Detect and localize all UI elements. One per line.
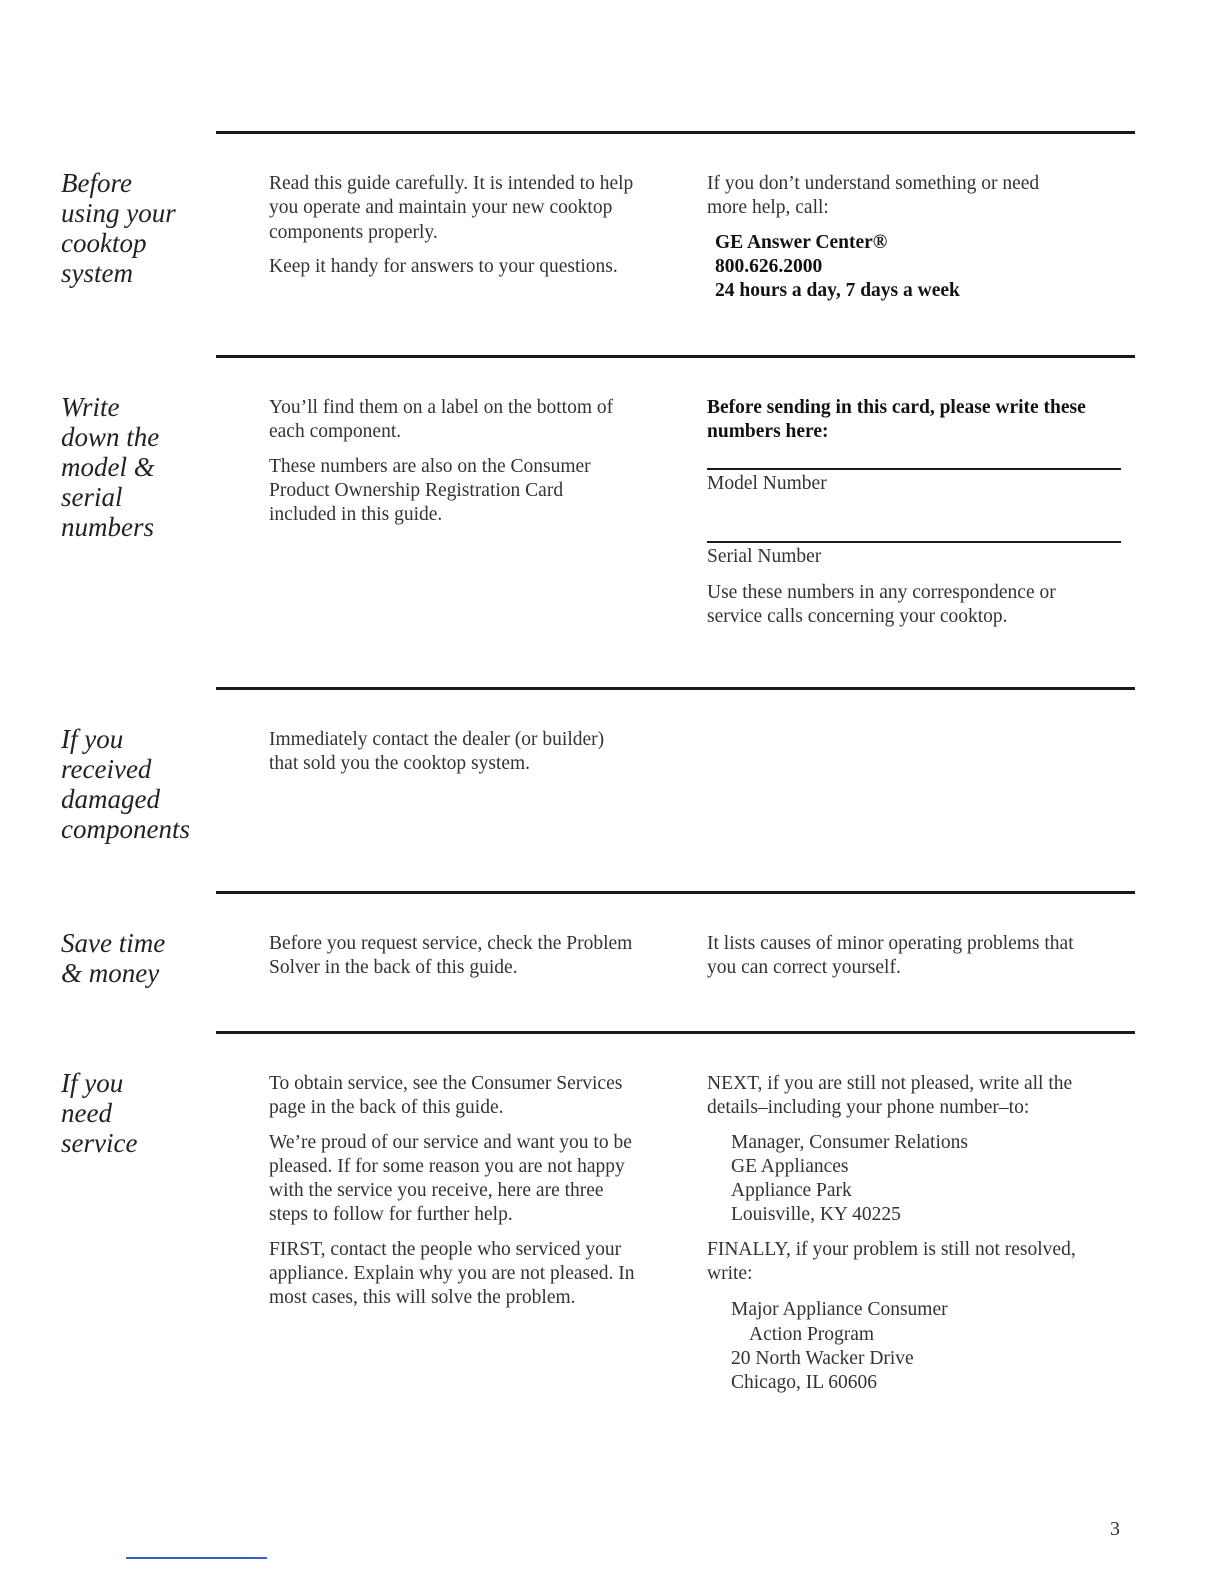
before-using-col1 — [269, 172, 689, 289]
heading-line: Write — [61, 392, 120, 422]
model-serial-col2 — [707, 396, 1127, 640]
obtain-service-paragraph — [269, 1072, 689, 1121]
registration-card-paragraph — [269, 455, 689, 528]
save-time-col1 — [269, 932, 689, 991]
section-divider — [216, 1031, 1135, 1034]
intro-paragraph — [269, 172, 689, 245]
text-line: with the service you receive, here are three — [269, 1180, 604, 1202]
heading-line: components — [61, 814, 190, 844]
address-line: Manager, Consumer Relations — [731, 1131, 968, 1153]
answer-center-name: GE Answer Center® — [715, 231, 888, 253]
answer-center-contact — [707, 231, 1127, 304]
heading-line: Before — [61, 168, 132, 198]
text-line: steps to follow for further help. — [269, 1204, 513, 1226]
macap-address — [707, 1298, 1127, 1395]
contact-dealer-paragraph — [269, 728, 689, 777]
heading-line: using your — [61, 198, 176, 228]
help-paragraph — [707, 172, 1127, 221]
footer-link-underline[interactable] — [126, 1557, 267, 1559]
text-line: page in the back of this guide. — [269, 1097, 504, 1119]
need-service-col1 — [269, 1072, 689, 1321]
address-line: Chicago, IL 60606 — [731, 1372, 878, 1394]
next-step-paragraph — [707, 1072, 1127, 1121]
address-line: Action Program — [749, 1323, 875, 1345]
text-line: It lists causes of minor operating problems that — [707, 933, 1074, 954]
text-line: more help, call: — [707, 197, 829, 219]
answer-center-phone: 800.626.2000 — [715, 255, 823, 277]
text-line: Before sending in this card, please write these — [707, 397, 1086, 418]
text-line: pleased. If for some reason you are not happy — [269, 1155, 625, 1177]
serial-number-label: Serial Number — [707, 545, 822, 567]
text-line: Use these numbers in any correspondence or — [707, 582, 1056, 604]
text-line: you can correct yourself. — [707, 957, 901, 979]
heading-need-service — [61, 1068, 211, 1158]
label-location-paragraph — [269, 396, 689, 445]
page-number: 3 — [1110, 1518, 1120, 1540]
minor-problems-paragraph — [707, 932, 1127, 981]
heading-line: need — [61, 1098, 112, 1128]
numbers-usage-note — [707, 581, 1127, 630]
text-line: Solver in the back of this guide. — [269, 957, 518, 979]
text-line: that sold you the cooktop system. — [269, 753, 531, 775]
heading-line: down the — [61, 422, 160, 452]
text-line: numbers here: — [707, 421, 829, 443]
save-time-col2 — [707, 932, 1127, 991]
text-line: appliance. Explain why you are not pleased. In — [269, 1263, 635, 1285]
keep-handy-paragraph — [269, 255, 689, 279]
problem-solver-paragraph — [269, 932, 689, 981]
text-line: Keep it handy for answers to your questions. — [269, 255, 618, 277]
text-line: details–including your phone number–to: — [707, 1097, 1030, 1119]
heading-save-time — [61, 928, 211, 988]
heading-line: If you — [61, 724, 124, 754]
text-line: Before you request service, check the Problem — [269, 933, 633, 954]
text-line: components properly. — [269, 221, 438, 243]
text-line: To obtain service, see the Consumer Services — [269, 1073, 623, 1094]
text-line: You’ll find them on a label on the bottom of — [269, 397, 614, 418]
heading-line: & money — [61, 958, 160, 988]
consumer-relations-address — [707, 1131, 1127, 1228]
heading-model-serial — [61, 392, 211, 542]
text-line: FIRST, contact the people who serviced your — [269, 1238, 622, 1260]
text-line: Read this guide carefully. It is intended to help — [269, 173, 634, 194]
serial-number-line[interactable] — [707, 541, 1121, 543]
text-line: Immediately contact the dealer (or builder) — [269, 729, 605, 750]
write-numbers-instruction — [707, 396, 1127, 445]
address-line: Appliance Park — [731, 1180, 852, 1202]
section-divider — [216, 891, 1135, 894]
heading-line: received — [61, 754, 152, 784]
address-line: Louisville, KY 40225 — [731, 1204, 901, 1226]
section-divider — [216, 687, 1135, 690]
model-serial-col1 — [269, 396, 689, 537]
text-line: Product Ownership Registration Card — [269, 479, 564, 501]
text-line: FINALLY, if your problem is still not resolved, — [707, 1238, 1076, 1260]
text-line: included in this guide. — [269, 504, 443, 526]
text-line: We’re proud of our service and want you to be — [269, 1131, 632, 1153]
heading-before-using — [61, 168, 211, 288]
heading-line: Save time — [61, 928, 166, 958]
text-line: most cases, this will solve the problem. — [269, 1287, 576, 1309]
heading-line: If you — [61, 1068, 124, 1098]
proud-of-service-paragraph — [269, 1131, 689, 1228]
address-line: GE Appliances — [731, 1155, 849, 1177]
text-line: you operate and maintain your new cooktop — [269, 197, 613, 219]
model-number-line[interactable] — [707, 468, 1121, 470]
answer-center-hours: 24 hours a day, 7 days a week — [715, 280, 960, 302]
heading-line: numbers — [61, 512, 154, 542]
address-line: Major Appliance Consumer — [731, 1299, 948, 1321]
heading-line: cooktop — [61, 228, 147, 258]
heading-line: model & — [61, 452, 155, 482]
heading-line: system — [61, 258, 133, 288]
damaged-col1 — [269, 728, 689, 787]
heading-line: damaged — [61, 784, 160, 814]
address-line: 20 North Wacker Drive — [731, 1347, 914, 1369]
first-step-paragraph — [269, 1238, 689, 1311]
before-using-col2 — [707, 172, 1127, 303]
model-number-label: Model Number — [707, 472, 827, 494]
text-line: If you don’t understand something or need — [707, 173, 1040, 194]
heading-line: serial — [61, 482, 123, 512]
text-line: NEXT, if you are still not pleased, write all the — [707, 1073, 1073, 1094]
text-line: service calls concerning your cooktop. — [707, 606, 1008, 628]
text-line: each component. — [269, 421, 402, 443]
section-divider — [216, 131, 1135, 134]
text-line: write: — [707, 1263, 753, 1285]
text-line: These numbers are also on the Consumer — [269, 455, 591, 477]
heading-line: service — [61, 1128, 138, 1158]
section-divider — [216, 355, 1135, 358]
finally-step-paragraph — [707, 1238, 1127, 1287]
need-service-col2 — [707, 1072, 1127, 1406]
heading-damaged — [61, 724, 211, 844]
